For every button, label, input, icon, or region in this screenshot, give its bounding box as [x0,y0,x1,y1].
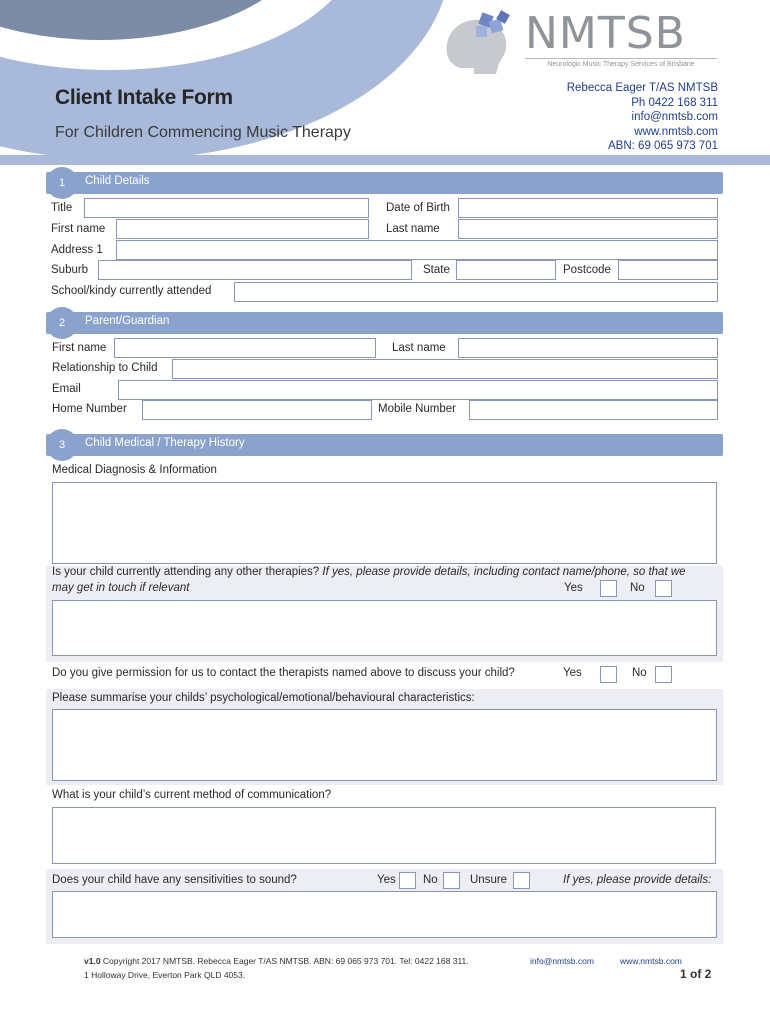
child-suburb-field[interactable] [98,260,412,280]
child-first-name-label: First name [51,223,106,235]
child-school-label: School/kindy currently attended [51,285,212,297]
logo-tagline: Neurologic Music Therapy Services of Brisbane [525,58,717,68]
child-dob-label: Date of Birth [386,202,450,214]
child-suburb-label: Suburb [51,264,89,276]
relationship-label: Relationship to Child [52,362,158,374]
parent-first-name-label: First name [52,342,107,354]
summary-textarea[interactable] [52,709,717,781]
logo-wordmark: NMTSB [525,8,686,59]
permission-yes-checkbox[interactable] [600,666,617,683]
child-state-field[interactable] [456,260,556,280]
footer-address: 1 Holloway Drive, Everton Park QLD 4053. [84,970,246,980]
contact-block [567,81,718,154]
therapies-no-checkbox[interactable] [655,580,672,597]
therapies-yes-label: Yes [564,582,583,594]
permission-no-label: No [632,667,647,679]
diagnosis-label: Medical Diagnosis & Information [52,464,217,476]
section-number: 1 [46,167,78,199]
child-school-field[interactable] [234,282,718,302]
permission-yes-label: Yes [563,667,582,679]
form-title: Client Intake Form [55,86,233,109]
footer-copyright: v1.0 Copyright 2017 NMTSB. Rebecca Eager T/AS NMTSB. ABN: 69 065 973 701. Tel: 0422 168 311. [84,956,469,966]
parent-email-label: Email [52,383,81,395]
child-postcode-label: Postcode [563,264,611,276]
section-number: 3 [46,429,78,461]
contact-phone: Ph 0422 168 311 [631,96,718,109]
section-title: Child Details [85,175,150,187]
contact-name: Rebecca Eager T/AS NMTSB [566,82,718,94]
therapies-no-label: No [630,582,645,594]
child-title-field[interactable] [84,198,369,218]
sensitivity-no-checkbox[interactable] [443,872,460,889]
sensitivity-unsure-label: Unsure [470,874,508,886]
communication-question: What is your child’s current method of communication? [52,789,332,801]
child-last-name-label: Last name [386,223,440,235]
therapies-hint: may get in touch if relevant [52,582,190,594]
footer-email-link[interactable]: info@nmtsb.com [530,956,594,966]
summary-question: Please summarise your childs’ psychological/emotional/behavioural characteristics: [52,692,475,704]
child-title-label: Title [51,202,73,214]
parent-email-field[interactable] [118,380,718,400]
diagnosis-textarea[interactable] [52,482,717,564]
contact-email[interactable]: info@nmtsb.com [631,111,718,124]
sensitivity-unsure-checkbox[interactable] [513,872,530,889]
sensitivity-yes-label: Yes [377,874,396,886]
mobile-number-field[interactable] [469,400,718,420]
parent-last-name-label: Last name [392,342,446,354]
home-number-field[interactable] [142,400,372,420]
child-address-label: Address 1 [51,244,103,256]
therapies-question: Is your child currently attending any other therapies? If yes, please provide details, including contact name/phone, so that we [52,566,686,578]
footer-website-link[interactable]: www.nmtsb.com [620,956,682,966]
child-address-field[interactable] [116,240,718,260]
therapies-yes-checkbox[interactable] [600,580,617,597]
relationship-field[interactable] [172,359,718,379]
section-number: 2 [46,307,78,339]
sensitivity-hint: If yes, please provide details: [563,874,712,886]
form-subtitle: For Children Commencing Music Therapy [55,124,351,141]
sensitivity-question: Does your child have any sensitivities to sound? [52,874,297,886]
section-header-medical-history [46,434,723,456]
section-title: Child Medical / Therapy History [85,437,245,449]
parent-first-name-field[interactable] [114,338,376,358]
permission-question: Do you give permission for us to contact the therapists named above to discuss your child? [52,667,515,679]
sensitivity-no-label: No [423,874,438,886]
child-state-label: State [423,264,450,276]
therapies-textarea[interactable] [52,600,717,656]
communication-textarea[interactable] [52,807,716,864]
mobile-number-label: Mobile Number [378,403,456,415]
page-number: 1 of 2 [680,967,712,981]
home-number-label: Home Number [52,403,127,415]
child-last-name-field[interactable] [458,219,718,239]
section-header-child-details [46,172,723,194]
contact-website[interactable]: www.nmtsb.com [634,125,718,138]
parent-last-name-field[interactable] [458,338,718,358]
section-header-parent-guardian [46,312,723,334]
child-dob-field[interactable] [458,198,718,218]
contact-abn: ABN: 69 065 973 701 [608,140,718,153]
section-title: Parent/Guardian [85,315,170,327]
sensitivity-yes-checkbox[interactable] [399,872,416,889]
sensitivity-textarea[interactable] [52,891,717,938]
child-postcode-field[interactable] [618,260,718,280]
child-first-name-field[interactable] [116,219,369,239]
permission-no-checkbox[interactable] [655,666,672,683]
